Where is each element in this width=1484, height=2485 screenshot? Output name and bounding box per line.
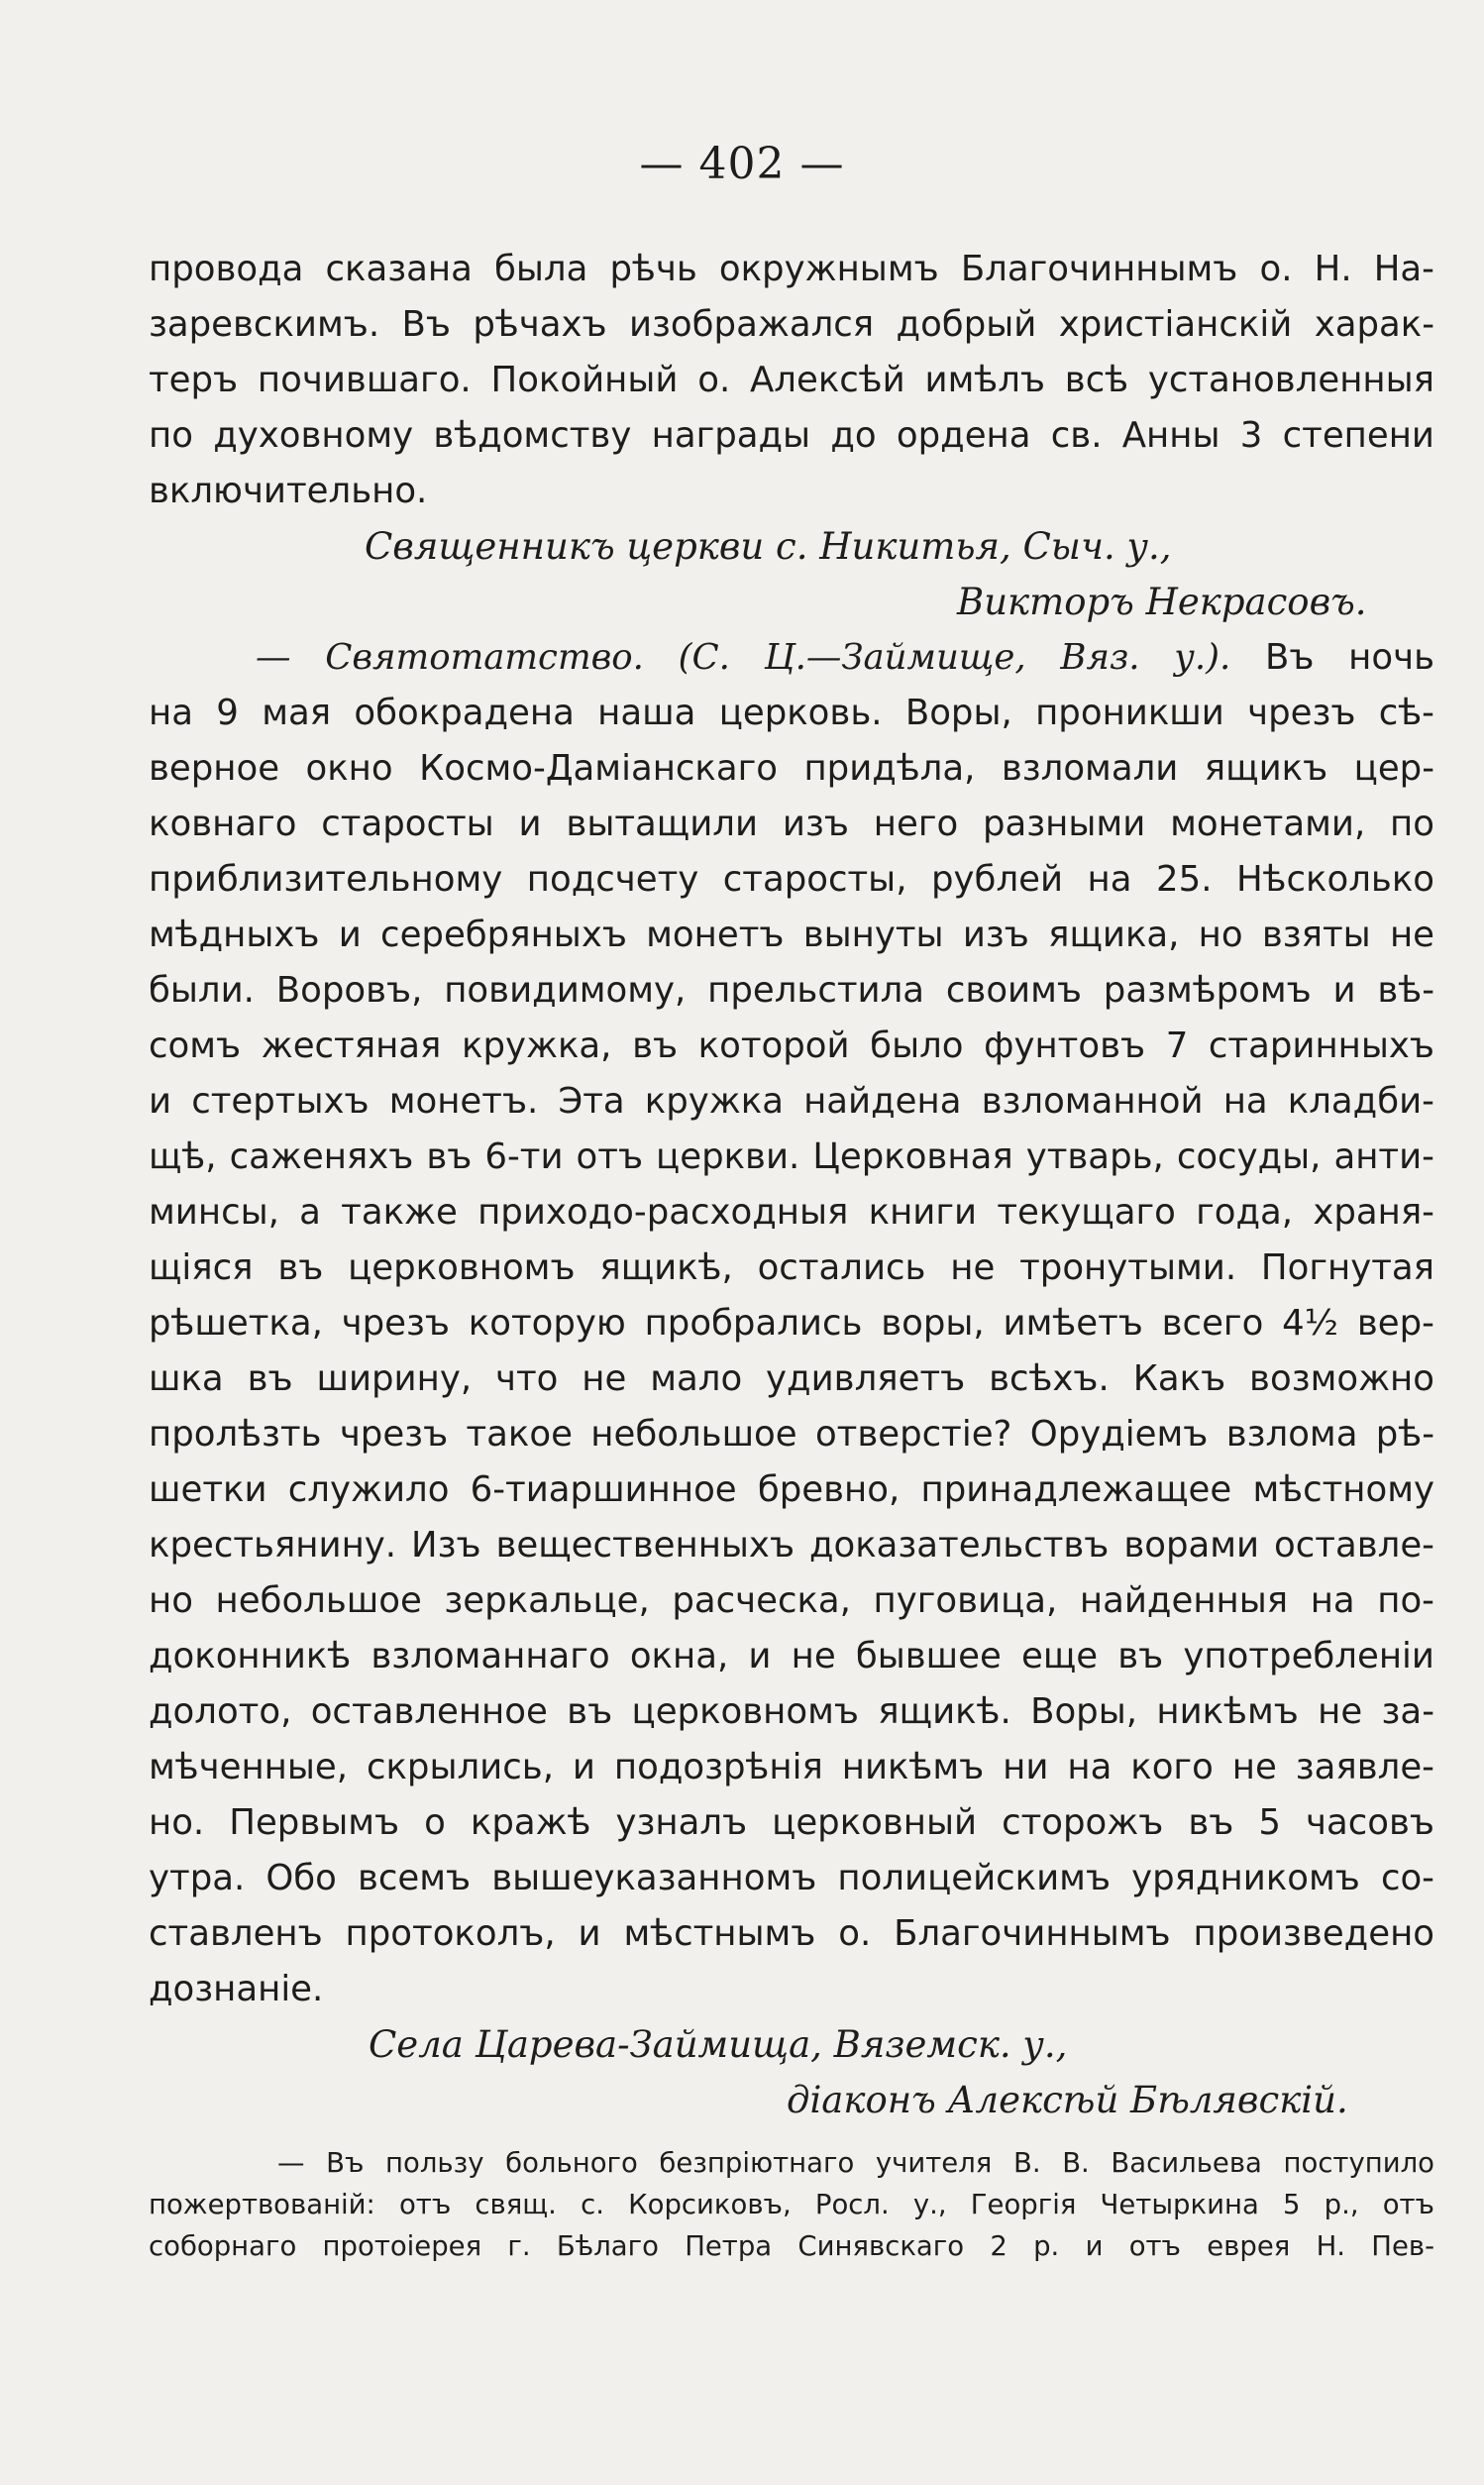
text-line: ковнаго старосты и вытащили изъ него разными монетами, по [149,804,1434,844]
text-line: ставленъ протоколъ, и мѣстнымъ о. Благочиннымъ произведено [149,1913,1434,1954]
paragraph-heading: — Святотатство. (С. Ц.—Займище, Вяз. у.). [256,637,1231,678]
footnote-line: — Въ пользу больного безпріютнаго учителя В. В. Васильева поступило [277,2147,1434,2179]
text-line: сомъ жестяная кружка, въ которой было фунтовъ 7 старинныхъ [149,1026,1434,1066]
text-line: крестьянину. Изъ вещественныхъ доказательствъ ворами оставле- [149,1525,1434,1566]
text-line: утра. Обо всемъ вышеуказанномъ полицейскимъ урядникомъ со- [149,1858,1434,1898]
paragraph-heading-line [256,630,1434,686]
text-line: верное окно Космо-Даміанскаго придѣла, взломали ящикъ цер- [149,748,1434,789]
text-line: мѣдныхъ и серебряныхъ монетъ вынуты изъ ящика, но взяты не [149,915,1434,955]
text-line: доконникѣ взломаннаго окна, и не бывшее еще въ употребленіи [149,1636,1434,1676]
text-line: теръ почившаго. Покойный о. Алексѣй имѣлъ всѣ установленныя [149,360,1434,400]
text-line: шка въ ширину, что не мало удивляетъ всѣхъ. Какъ возможно [149,1358,1434,1399]
text-line: но небольшое зеркальце, расческа, пуговица, найденныя на по- [149,1580,1434,1621]
text-line: провода сказана была рѣчь окружнымъ Благочиннымъ о. Н. На- [149,249,1434,289]
text-line: мѣченные, скрылись, и подозрѣнія никѣмъ ни на кого не заявле- [149,1747,1434,1787]
text-line: по духовному вѣдомству награды до ордена св. Анны 3 степени [149,415,1434,456]
text-line: включительно. [149,471,428,511]
page-number: — 402 — [639,139,845,189]
text-line: минсы, а также приходо-расходныя книги текущаго года, храня- [149,1192,1434,1233]
paragraph-heading-rest: Въ ночь [1265,637,1434,678]
text-line: на 9 мая обокрадена наша церковь. Воры, проникши чрезъ сѣ- [149,693,1434,733]
text-line: приблизительному подсчету старосты, рублей на 25. Нѣсколько [149,859,1434,900]
text-line: дознаніе. [149,1969,324,2009]
signature-priest-line1: Священникъ церкви с. Никитья, Сыч. у., [365,525,1172,568]
text-line: и стертыхъ монетъ. Эта кружка найдена взломанной на кладби- [149,1081,1434,1122]
text-line: были. Воровъ, повидимому, прельстила своимъ размѣромъ и вѣ- [149,970,1434,1011]
text-line: заревскимъ. Въ рѣчахъ изображался добрый христіанскій харак- [149,304,1434,345]
signature-deacon-name: діаконъ Алексѣй Бѣлявскій. [787,2079,1348,2121]
text-line: пролѣзть чрезъ такое небольшое отверстіе? Орудіемъ взлома рѣ- [149,1414,1434,1455]
text-line: шетки служило 6-тиаршинное бревно, принадлежащее мѣстному [149,1469,1434,1510]
text-line: рѣшетка, чрезъ которую пробрались воры, имѣетъ всего 4½ вер- [149,1303,1434,1344]
text-line: щѣ, саженяхъ въ 6-ти отъ церкви. Церковная утварь, сосуды, анти- [149,1136,1434,1177]
footnote-line: пожертвованій: отъ свящ. с. Корсиковъ, Росл. у., Георгія Четыркина 5 р., отъ [149,2189,1434,2220]
signature-deacon-line1: Села Царева-Займища, Вяземск. у., [369,2023,1068,2066]
text-line: долото, оставленное въ церковномъ ящикѣ. Воры, никѣмъ не за- [149,1691,1434,1732]
text-line: щіяся въ церковномъ ящикѣ, остались не тронутыми. Погнутая [149,1247,1434,1288]
signature-priest-name: Викторъ Некрасовъ. [957,581,1367,623]
footnote-line: соборнаго протоіерея г. Бѣлаго Петра Синявскаго 2 р. и отъ еврея Н. Пев- [149,2230,1434,2262]
text-line: но. Первымъ о кражѣ узналъ церковный сторожъ въ 5 часовъ [149,1802,1434,1843]
